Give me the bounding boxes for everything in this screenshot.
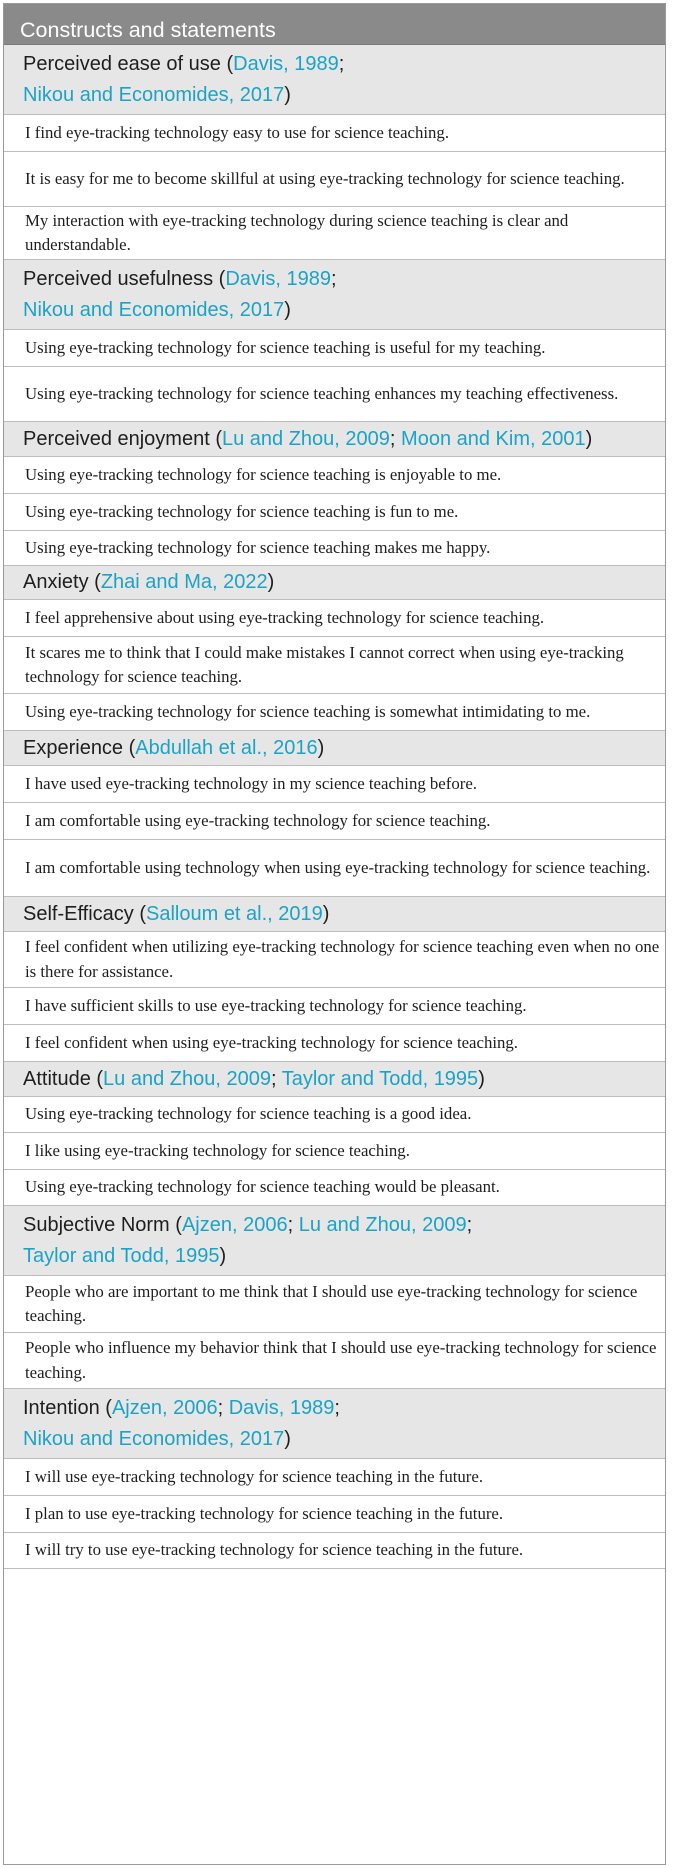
construct-line [23,49,655,80]
statement-row [4,531,665,566]
construct-text: ) [317,737,325,759]
statement-text: People who influence my behavior think that I should use eye-tracking technology for science teaching. [25,1338,657,1382]
construct-line [23,566,655,599]
statement-row [4,1533,665,1569]
construct-experience [4,731,665,766]
statement-text: I like using eye-tracking technology for science teaching. [25,1140,410,1160]
construct-text: ) [219,1245,227,1267]
statement-text: Using eye-tracking technology for science teaching enhances my teaching effectiveness. [25,383,619,403]
citation-link[interactable]: Lu and Zhou, 2009 [221,428,390,450]
statement-row [4,1097,665,1133]
citation-link[interactable]: Davis, 1989 [233,53,339,75]
construct-anxiety [4,566,665,600]
construct-text: Anxiety ( [23,571,101,593]
statement-text: People who are important to me think that I should use eye-tracking technology for science teaching. [25,1281,638,1325]
statement-text: I have used eye-tracking technology in my science teaching before. [25,773,477,793]
statement-row [4,207,665,260]
statement-text: It scares me to think that I could make mistakes I cannot correct when using eye-tracking technology for science teaching. [25,642,624,686]
construct-line [23,422,655,456]
statement-row [4,1025,665,1062]
statement-text: I am comfortable using technology when using eye-tracking technology for science teaching. [25,857,651,877]
construct-text: Experience ( [23,737,136,759]
statement-text: I am comfortable using eye-tracking technology for science teaching. [25,810,491,830]
statement-row [4,457,665,494]
construct-line [23,1424,655,1455]
construct-perceived-enjoyment [4,422,665,457]
construct-self-efficacy [4,897,665,932]
construct-line [23,264,655,295]
statement-text: I will try to use eye-tracking technology for science teaching in the future. [25,1540,524,1560]
statement-text: I will use eye-tracking technology for science teaching in the future. [25,1466,484,1486]
construct-text: ; [217,1397,229,1419]
statement-text: Using eye-tracking technology for science teaching is fun to me. [25,501,459,521]
statement-row [4,494,665,531]
construct-text: ; [287,1214,299,1236]
construct-perceived-usefulness [4,260,665,330]
construct-line [23,897,655,931]
citation-link[interactable]: Ajzen, 2006 [111,1397,218,1419]
table-header [4,4,665,45]
citation-link[interactable]: Lu and Zhou, 2009 [103,1068,271,1090]
statement-text: Using eye-tracking technology for science teaching makes me happy. [25,537,491,557]
construct-line [23,1062,655,1096]
statement-row [4,1496,665,1533]
statement-row [4,1170,665,1206]
construct-text: Subjective Norm ( [23,1214,182,1236]
citation-link[interactable]: Nikou and Economides, 2017 [23,1428,285,1450]
statement-text: I have sufficient skills to use eye-tracking technology for science teaching. [25,995,527,1015]
statement-row [4,115,665,152]
construct-text: ) [284,84,291,106]
citation-link[interactable]: Nikou and Economides, 2017 [23,84,285,106]
construct-text: Perceived usefulness ( [23,268,226,290]
citation-link[interactable]: Abdullah et al., 2016 [135,737,318,759]
construct-text: Intention ( [23,1397,112,1419]
citation-link[interactable]: Zhai and Ma, 2022 [100,571,268,593]
statement-text: I feel confident when using eye-tracking technology for science teaching. [25,1032,518,1052]
construct-subjective-norm [4,1206,665,1276]
statement-text: I feel apprehensive about using eye-tracking technology for science teaching. [25,607,545,627]
construct-text: ; [334,1397,340,1419]
construct-intention [4,1389,665,1459]
statement-text: Using eye-tracking technology for science teaching is somewhat intimidating to me. [25,701,591,721]
construct-text: Attitude ( [23,1068,104,1090]
construct-line [23,1210,655,1241]
citation-link[interactable]: Salloum et al., 2019 [146,903,323,925]
statement-row [4,932,665,988]
statement-row [4,367,665,422]
citation-link[interactable]: Moon and Kim, 2001 [401,428,586,450]
statement-text: Using eye-tracking technology for science teaching is useful for my teaching. [25,337,546,357]
construct-text: ) [284,299,291,321]
statement-row [4,637,665,694]
citation-link[interactable]: Taylor and Todd, 1995 [23,1245,220,1267]
statement-row [4,803,665,840]
statement-text: Using eye-tracking technology for science teaching would be pleasant. [25,1177,500,1197]
statement-row [4,988,665,1025]
citation-link[interactable]: Davis, 1989 [225,268,331,290]
construct-text: ) [478,1068,485,1090]
header-title: Constructs and statements [20,18,276,42]
statement-text: I feel confident when utilizing eye-tracking technology for science teaching even when no one is there for assistance. [25,937,660,981]
statement-row [4,1276,665,1333]
construct-text: ) [267,571,275,593]
construct-text: ; [389,428,402,450]
constructs-table [3,3,666,1865]
construct-line [23,731,655,765]
citation-link[interactable]: Lu and Zhou, 2009 [298,1214,467,1236]
construct-line [23,1393,655,1424]
statement-row [4,694,665,731]
statement-text: It is easy for me to become skillful at using eye-tracking technology for science teaching. [25,168,625,188]
statement-text: Using eye-tracking technology for science teaching is a good idea. [25,1104,472,1124]
statement-row [4,1133,665,1170]
citation-link[interactable]: Nikou and Economides, 2017 [23,299,285,321]
construct-text: ) [585,428,593,450]
statement-row [4,600,665,637]
construct-text: Self-Efficacy ( [23,903,146,925]
construct-line [23,1241,655,1272]
construct-text: ) [284,1428,291,1450]
statement-row [4,840,665,897]
construct-text: ; [330,268,337,290]
construct-text: Perceived ease of use ( [23,53,234,75]
construct-text: ; [338,53,345,75]
citation-link[interactable]: Davis, 1989 [228,1397,335,1419]
construct-text: ) [322,903,330,925]
citation-link[interactable]: Ajzen, 2006 [181,1214,288,1236]
statement-row [4,766,665,803]
statement-text: I plan to use eye-tracking technology for science teaching in the future. [25,1503,504,1523]
construct-text: ; [270,1068,282,1090]
statement-row [4,1333,665,1389]
citation-link[interactable]: Taylor and Todd, 1995 [281,1068,479,1090]
construct-line [23,80,655,111]
statement-text: I find eye-tracking technology easy to use for science teaching. [25,122,450,142]
statement-text: Using eye-tracking technology for science teaching is enjoyable to me. [25,464,502,484]
construct-text: ; [466,1214,473,1236]
statement-text: My interaction with eye-tracking technology during science teaching is clear and understandable. [25,210,569,254]
construct-line [23,295,655,326]
statement-row [4,1459,665,1496]
construct-text: Perceived enjoyment ( [23,428,222,450]
statement-row [4,152,665,207]
construct-perceived-ease-of-use [4,45,665,115]
statement-row [4,330,665,367]
construct-attitude [4,1062,665,1097]
